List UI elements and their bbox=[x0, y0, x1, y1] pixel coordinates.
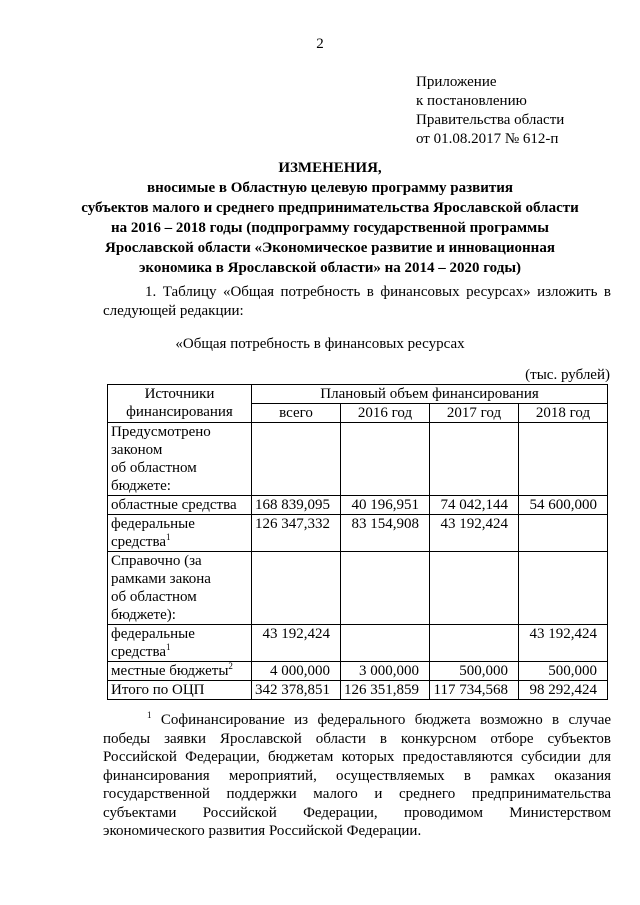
table-cell: 168 839,095 bbox=[252, 496, 341, 515]
table-cell: 40 196,951 bbox=[341, 496, 430, 515]
paragraph-1: 1. Таблицу «Общая потребность в финансовых ресурсах» изложить в следующей редакции: bbox=[103, 284, 611, 319]
table-cell: 500,000 bbox=[430, 662, 519, 681]
table-cell: 126 351,859 bbox=[341, 681, 430, 700]
table-cell bbox=[430, 625, 519, 662]
table-cell bbox=[430, 423, 519, 496]
header-planned: Плановый объем финансирования bbox=[252, 385, 608, 404]
row-label: местные бюджеты$^2$ bbox=[108, 662, 252, 681]
table-cell: 43 192,424 bbox=[519, 625, 608, 662]
table-row bbox=[108, 681, 608, 700]
footnote-mark: 1 bbox=[147, 710, 152, 720]
footnote bbox=[103, 711, 611, 841]
table-row bbox=[108, 662, 608, 681]
title-line: вносимые в Областную целевую программу развития bbox=[146, 180, 514, 196]
title-line: экономика в Ярославской области» на 2014 – 2020 годы) bbox=[138, 260, 522, 276]
table-cell: 54 600,000 bbox=[519, 496, 608, 515]
table-cell: 43 192,424 bbox=[252, 625, 341, 662]
table-row bbox=[108, 515, 608, 552]
row-label: федеральные средства$^1$ bbox=[108, 515, 252, 552]
footnote-ref: 2 bbox=[228, 661, 233, 671]
appendix-line: от 01.08.2017 № 612-п bbox=[416, 131, 559, 147]
table-cell: 74 042,144 bbox=[430, 496, 519, 515]
table-cell bbox=[341, 423, 430, 496]
table-cell: 83 154,908 bbox=[341, 515, 430, 552]
header-source: Источники финансирования bbox=[108, 385, 252, 423]
header-2018: 2018 год bbox=[519, 404, 608, 423]
table-row bbox=[108, 423, 608, 496]
table-cell: 4 000,000 bbox=[252, 662, 341, 681]
table-caption: «Общая потребность в финансовых ресурсах bbox=[175, 336, 465, 352]
row-label: федеральные средства$^1$ bbox=[108, 625, 252, 662]
table-cell bbox=[252, 423, 341, 496]
appendix-line: Приложение bbox=[416, 74, 497, 90]
table-cell: 3 000,000 bbox=[341, 662, 430, 681]
title-line: на 2016 – 2018 годы (подпрограмму государственной программы bbox=[111, 220, 549, 236]
financing-table bbox=[107, 384, 608, 700]
units-label: (тыс. рублей) bbox=[525, 367, 610, 383]
table-row bbox=[108, 625, 608, 662]
group-label: Предусмотрено законом об областном бюджете: bbox=[108, 423, 252, 496]
header-2017: 2017 год bbox=[430, 404, 519, 423]
table-row bbox=[108, 496, 608, 515]
document-title bbox=[60, 158, 600, 278]
table-cell bbox=[252, 552, 341, 625]
table-cell bbox=[519, 423, 608, 496]
table-cell bbox=[519, 515, 608, 552]
table-cell: 500,000 bbox=[519, 662, 608, 681]
appendix-line: Правительства области bbox=[416, 112, 565, 128]
title-line: Ярославской области «Экономическое развитие и инновационная bbox=[105, 240, 555, 256]
table-cell bbox=[341, 625, 430, 662]
table-cell bbox=[519, 552, 608, 625]
title-line: субъектов малого и среднего предпринимательства Ярославской области bbox=[81, 200, 579, 216]
table-cell: 126 347,332 bbox=[252, 515, 341, 552]
table-cell bbox=[430, 552, 519, 625]
title-line: ИЗМЕНЕНИЯ, bbox=[278, 160, 382, 176]
table-header-row bbox=[108, 385, 608, 404]
row-label: Итого по ОЦП bbox=[108, 681, 252, 700]
header-total: всего bbox=[252, 404, 341, 423]
footnote-ref: 1 bbox=[166, 532, 171, 542]
footnote-text: Софинансирование из федерального бюджета возможно в случае победы заявки Ярославской области в конкурсном отборе субъектов Российской Федерации, бюджетам которых предоставляются субсидии для финансирования мероприятий, осуществляемых в рамках оказания государственной поддержки малого и среднего предпринимательства субъектами Российской Федерации, проводимом Министерством экономического развития Российской Федерации. bbox=[103, 712, 612, 839]
table-cell bbox=[341, 552, 430, 625]
table-cell: 98 292,424 bbox=[519, 681, 608, 700]
row-label: областные средства bbox=[108, 496, 252, 515]
appendix-line: к постановлению bbox=[416, 93, 527, 109]
table-cell: 342 378,851 bbox=[252, 681, 341, 700]
table-cell: 117 734,568 bbox=[430, 681, 519, 700]
header-2016: 2016 год bbox=[341, 404, 430, 423]
appendix-block bbox=[416, 73, 564, 149]
table-row bbox=[108, 552, 608, 625]
table-cell: 43 192,424 bbox=[430, 515, 519, 552]
page-number: 2 bbox=[316, 36, 324, 52]
footnote-ref: 1 bbox=[166, 642, 171, 652]
group-label: Справочно (за рамками закона об областном бюджете): bbox=[108, 552, 252, 625]
